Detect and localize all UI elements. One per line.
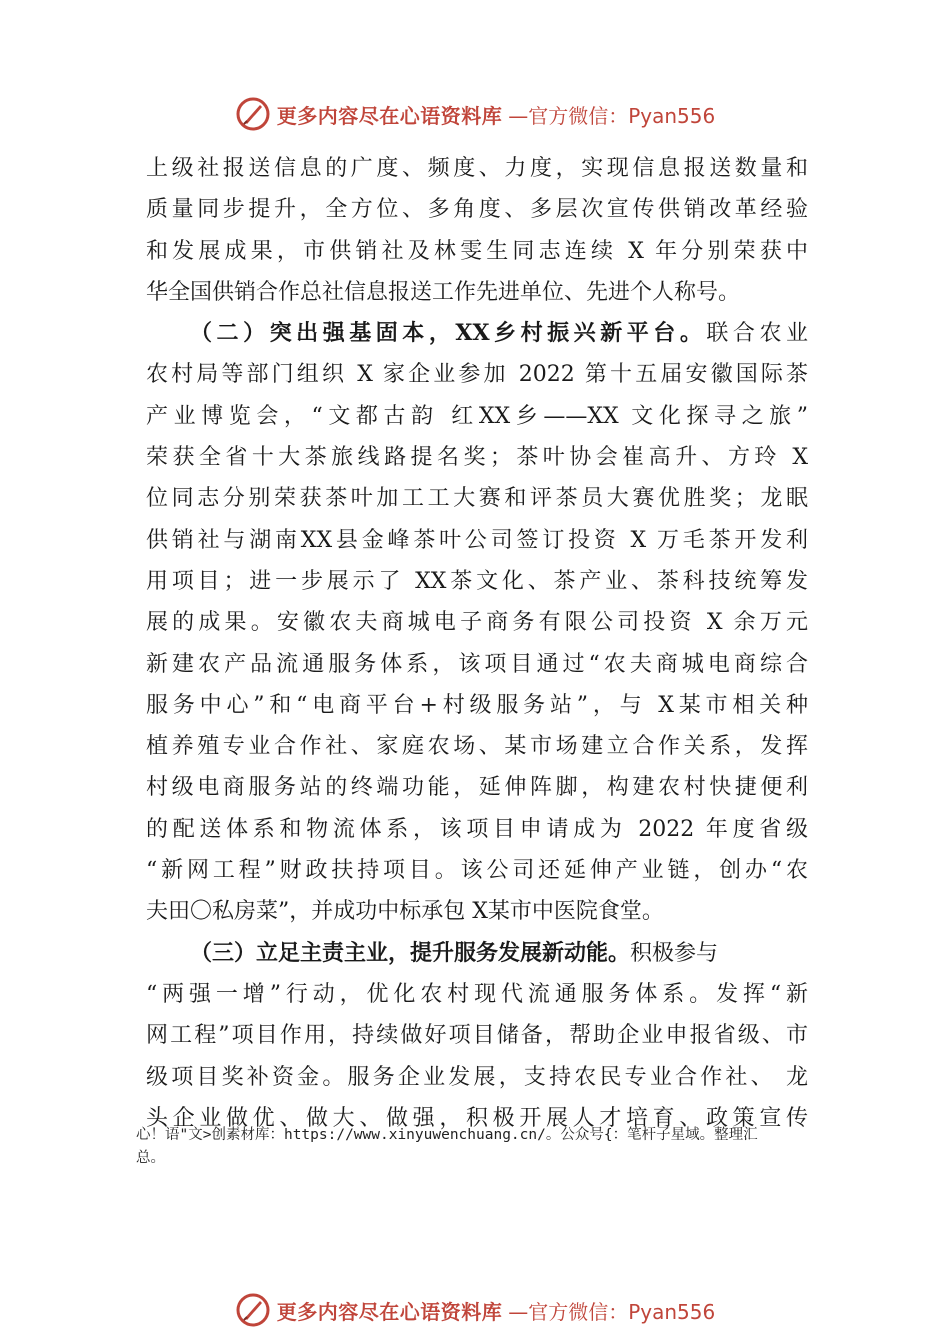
banner-wechat-text: —官方微信：Pyan556 bbox=[508, 1299, 716, 1324]
document-body bbox=[146, 148, 808, 1139]
p2-line: 夫田〇私房菜”，并成功中标承包 X某市中医院食堂。 bbox=[146, 899, 664, 925]
p2-line: 的配送体系和物流体系，该项目申请成为 2022 年度省级 bbox=[146, 816, 808, 842]
p2-line: 植养殖专业合作社、家庭农场、某市场建立合作关系，发挥 bbox=[146, 734, 808, 760]
banner-main-text: 更多内容尽在心语资料库 bbox=[276, 103, 503, 128]
p3-line: 级项目奖补资金。服务企业发展，支持农民专业合作社、 龙 bbox=[146, 1064, 808, 1090]
quill-logo-icon bbox=[235, 1292, 271, 1328]
source-note-line: 心！语"文>创素材库：https://www.xinyuwenchuang.cn/。公众号{：笔杆子星域。整理汇 bbox=[136, 1127, 758, 1143]
p2-line: 荣获全省十大茶旅线路提名奖；茶叶协会崔高升、方玲 X bbox=[146, 445, 808, 471]
quill-logo-icon bbox=[235, 96, 271, 132]
p1-line: 和发展成果，市供销社及林雯生同志连续 X 年分别荣获中 bbox=[146, 238, 808, 264]
banner-wechat-text: —官方微信：Pyan556 bbox=[508, 103, 716, 128]
source-note bbox=[136, 1124, 836, 1170]
p2-line: 供销社与湖南XX县金峰茶叶公司签订投资 X 万毛茶开发利 bbox=[146, 527, 808, 553]
p1-line: 华全国供销合作总社信息报送工作先进单位、先进个人称号。 bbox=[146, 279, 741, 305]
p2-line: 位同志分别荣获茶叶加工工大赛和评茶员大赛优胜奖；龙眠 bbox=[146, 486, 808, 512]
p2-heading: （二）突出强基固本，XX乡村振兴新平台。 bbox=[190, 320, 707, 347]
p2-line: 服务中心”和“电商平台+村级服务站”，与 X某市相关种 bbox=[146, 692, 808, 718]
p3-heading: （三）立足主责主业，提升服务发展新动能。 bbox=[190, 939, 631, 966]
p2-line: 展的成果。安徽农夫商城电子商务有限公司投资 X 余万元 bbox=[146, 610, 808, 636]
p2-line: “新网工程”财政扶持项目。该公司还延伸产业链，创办“农 bbox=[146, 858, 808, 884]
p3-line: “两强一增”行动，优化农村现代流通服务体系。发挥“新 bbox=[146, 981, 808, 1007]
p1-line: 上级社报送信息的广度、频度、力度，实现信息报送数量和 bbox=[146, 156, 808, 181]
p3-line: 网工程”项目作用，持续做好项目储备，帮助企业申报省级、市 bbox=[146, 1023, 808, 1049]
p3-heading-line bbox=[146, 933, 808, 974]
header-banner bbox=[0, 92, 950, 136]
banner-main-text: 更多内容尽在心语资料库 bbox=[276, 1299, 503, 1324]
p3-line: 头企业做优、做大、做强，积极开展人才培育、政策宣传 bbox=[146, 1105, 808, 1131]
p2-heading-rest: 联合农业 bbox=[706, 321, 808, 347]
p2-line: 农村局等部门组织 X 家企业参加 2022 第十五届安徽国际茶 bbox=[146, 362, 808, 388]
footer-banner bbox=[0, 1288, 950, 1332]
p3-heading-rest: 积极参与 bbox=[630, 940, 719, 966]
p2-line: 用项目；进一步展示了 XX茶文化、茶产业、茶科技统筹发 bbox=[146, 568, 808, 594]
p2-line: 新建农产品流通服务体系，该项目通过“农夫商城电商综合 bbox=[146, 651, 808, 677]
source-note-line: 总。 bbox=[136, 1150, 165, 1166]
p2-line: 村级电商服务站的终端功能，延伸阵脚，构建农村快捷便利 bbox=[146, 775, 808, 801]
p1-line: 质量同步提升，全方位、多角度、多层次宣传供销改革经验 bbox=[146, 197, 808, 223]
p2-line: 产业博览会，“文都古韵 红XX乡——XX 文化探寻之旅” bbox=[146, 403, 808, 429]
p2-heading-line bbox=[146, 313, 808, 354]
